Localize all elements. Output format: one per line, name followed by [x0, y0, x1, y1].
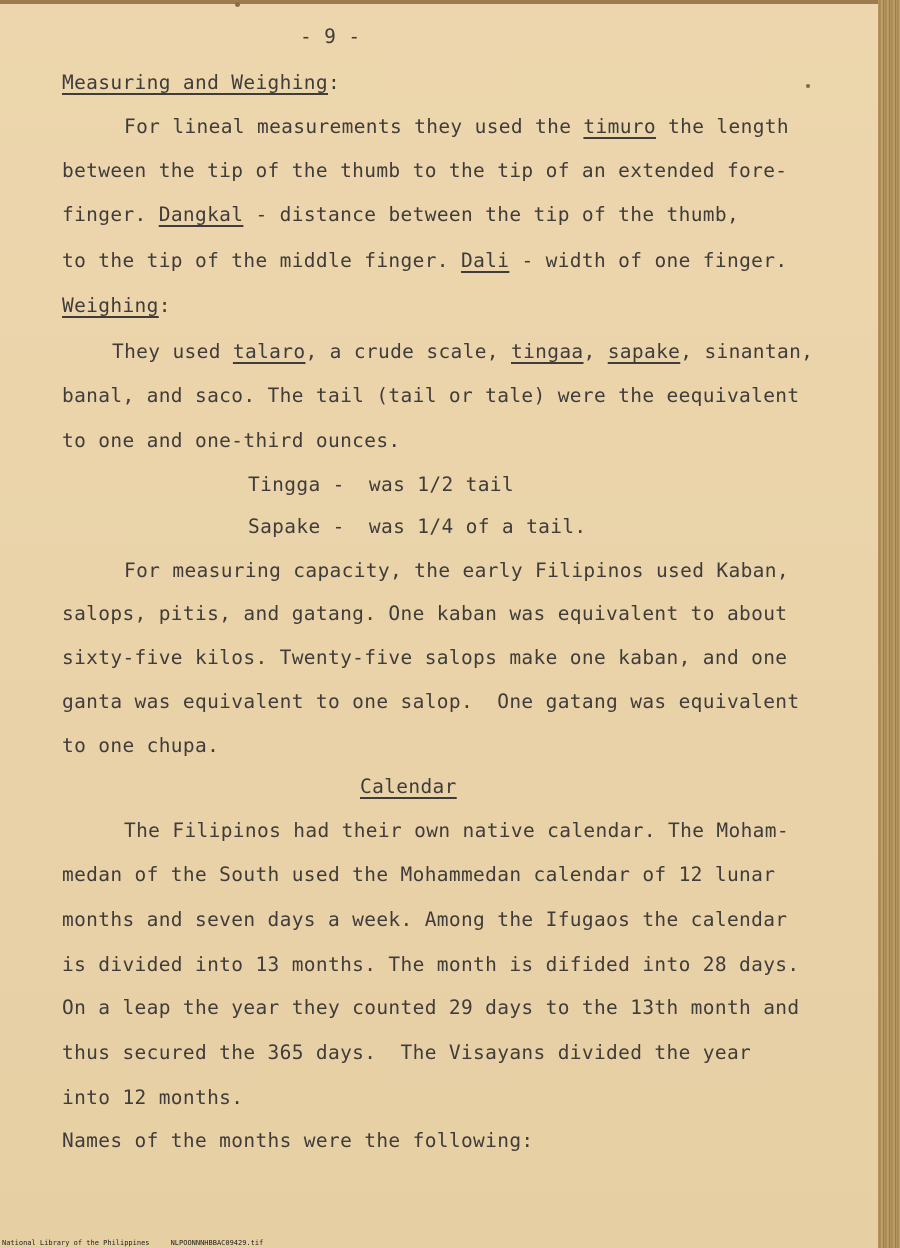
- section-heading-measuring: Measuring and Weighing:: [62, 71, 341, 94]
- text-line: For measuring capacity, the early Filipinos used Kaban,: [124, 559, 789, 582]
- term-dangkal: Dangkal: [158, 203, 244, 226]
- ink-spot: [235, 2, 240, 7]
- footer-file: NLPOONNNHBBAC09429.tif: [170, 1239, 264, 1247]
- text-line: For lineal measurements they used the timuro the length: [124, 115, 789, 138]
- footer-library: National Library of the Philippines: [2, 1239, 150, 1247]
- text-line: On a leap the year they counted 29 days to the 13th month and: [62, 996, 800, 1019]
- page-top-edge: [0, 0, 880, 4]
- section-heading-weighing: Weighing:: [62, 294, 171, 317]
- text-line: The Filipinos had their own native calendar. The Moham-: [124, 819, 789, 842]
- text-line: They used talaro, a crude scale, tingaa, sapake, sinantan,: [112, 340, 814, 363]
- text-line: months and seven days a week. Among the Ifugaos the calendar: [62, 908, 788, 931]
- ink-spot: [806, 84, 810, 88]
- text-line: into 12 months.: [62, 1086, 244, 1109]
- text-line: sixty-five kilos. Twenty-five salops make one kaban, and one: [62, 646, 788, 669]
- text-line: is divided into 13 months. The month is difided into 28 days.: [62, 953, 800, 976]
- term-timuro: timuro: [583, 115, 656, 138]
- page-number: - 9 -: [300, 25, 361, 48]
- term-tingaa: tingaa: [510, 340, 584, 363]
- text-line: finger. Dangkal - distance between the tip of the thumb,: [62, 203, 740, 226]
- text-line: medan of the South used the Mohammedan calendar of 12 lunar: [62, 863, 776, 886]
- text-line: banal, and saco. The tail (tail or tale) were the eequivalent: [62, 384, 800, 407]
- term-talaro: talaro: [232, 340, 306, 363]
- text-line: salops, pitis, and gatang. One kaban was equivalent to about: [62, 602, 788, 625]
- term-dali: Dali: [460, 249, 510, 272]
- text-line: Names of the months were the following:: [62, 1129, 534, 1152]
- text-line: thus secured the 365 days. The Visayans divided the year: [62, 1041, 752, 1064]
- text-line: to one chupa.: [62, 734, 220, 757]
- term-sapake: sapake: [607, 340, 681, 363]
- text-line: Tingga - was 1/2 tail: [248, 473, 514, 496]
- text-line: Sapake - was 1/4 of a tail.: [248, 515, 587, 538]
- scan-footer: [2, 1239, 263, 1247]
- book-binding: [878, 0, 900, 1248]
- text-line: to the tip of the middle finger. Dali - width of one finger.: [62, 249, 788, 272]
- text-line: between the tip of the thumb to the tip of an extended fore-: [62, 159, 788, 182]
- text-line: ganta was equivalent to one salop. One gatang was equivalent: [62, 690, 800, 713]
- text-line: to one and one-third ounces.: [62, 429, 401, 452]
- section-heading-calendar: Calendar: [360, 775, 457, 798]
